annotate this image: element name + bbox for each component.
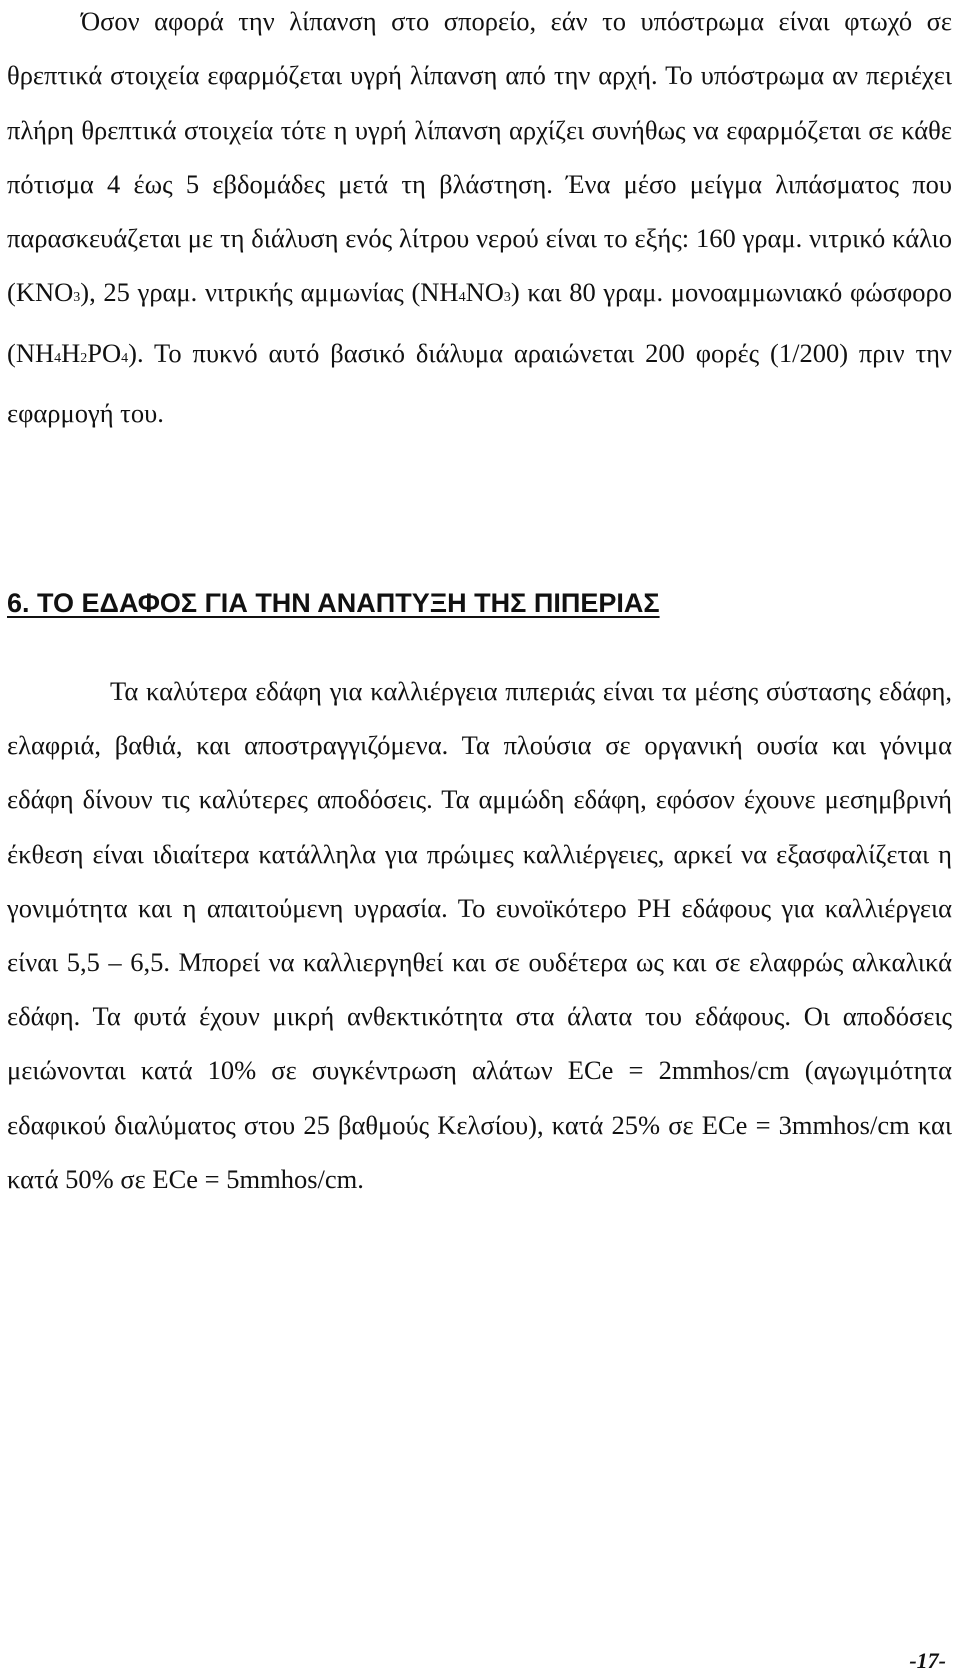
paragraph-text-segment: ). Το πυκνό αυτό βασικό διάλυμα αραιώνεται 200 φορές (1/200) πριν την εφαρμογή του. xyxy=(7,337,952,429)
paragraph-text-segment: ) και 80 γραμ. μονοαμμωνιακό φώσφορο (NH xyxy=(7,277,952,368)
subscript: 4 xyxy=(121,350,129,366)
subscript: 2 xyxy=(80,350,88,366)
paragraph-text-segment: ), 25 γραμ. νιτρικής αμμωνίας (NH xyxy=(80,277,459,308)
paragraph-text-segment: NO xyxy=(465,277,504,308)
paragraph-text-segment: PO xyxy=(87,337,122,368)
subscript: 4 xyxy=(54,350,62,366)
subscript: 4 xyxy=(458,290,466,306)
section-heading: 6. ΤΟ ΕΔΑΦΟΣ ΓΙΑ ΤΗΝ ΑΝΑΠΤΥΞΗ ΤΗΣ ΠΙΠΕΡΙΑΣ xyxy=(7,588,660,618)
fertilization-paragraph xyxy=(7,0,952,440)
subscript: 3 xyxy=(503,290,511,306)
page-number: -17- xyxy=(909,1648,946,1673)
paragraph-text: Τα καλύτερα εδάφη για καλλιέργεια πιπεριάς είναι τα μέσης σύστασης εδάφη, ελαφριά, βαθιά, και αποστραγγιζόμενα. Τα πλούσια σε οργανική ουσία και γόνιμα εδάφη δίνουν τις καλύτερες αποδόσεις. Τα αμμώδη εδάφη, εφόσον έχουνε μεσημβρινή έκθεση είναι ιδιαίτερα κατάλληλα για πρώιμες καλλιέργειες, αρκεί να εξασφαλίζεται η γονιμότητα και η απαιτούμενη υγρασία. Το ευνοϊκότερο PH εδάφους για καλλιέργεια είναι 5,5 – 6,5. Μπορεί να καλλιεργηθεί και σε ουδέτερα ως και σε ελαφρώς αλκαλικά εδάφη. Τα φυτά έχουν μικρή ανθεκτικότητα στα άλατα του εδάφους. Οι αποδόσεις μειώνονται κατά 10% σε συγκέντρωση αλάτων ECe = 2mmhos/cm (αγωγιμότητα εδαφικού διαλύματος στου 25 βαθμούς Κελσίου), κατά 25% σε ECe = 3mmhos/cm και κατά 50% σε ECe = 5mmhos/cm. xyxy=(7,676,952,1194)
soil-paragraph xyxy=(7,664,952,1206)
paragraph-text-segment: H xyxy=(61,337,81,368)
paragraph-text-segment: Όσον αφορά την λίπανση στο σπορείο, εάν το υπόστρωμα είναι φτωχό σε θρεπτικά στοιχεία εφαρμόζεται υγρή λίπανση από την αρχή. Το υπόστρωμα αν περιέχει πλήρη θρεπτικά στοιχεία τότε η υγρή λίπανση αρχίζει συνήθως να εφαρμόζεται σε κάθε πότισμα 4 έως 5 εβδομάδες μετά τη βλάστηση. Ένα μέσο μείγμα λιπάσματος που παρασκευάζεται με τη διάλυση ενός λίτρου νερού είναι το εξής: 160 γραμ. νιτρικό κάλιο (KNO xyxy=(7,6,952,308)
subscript: 3 xyxy=(73,290,81,306)
